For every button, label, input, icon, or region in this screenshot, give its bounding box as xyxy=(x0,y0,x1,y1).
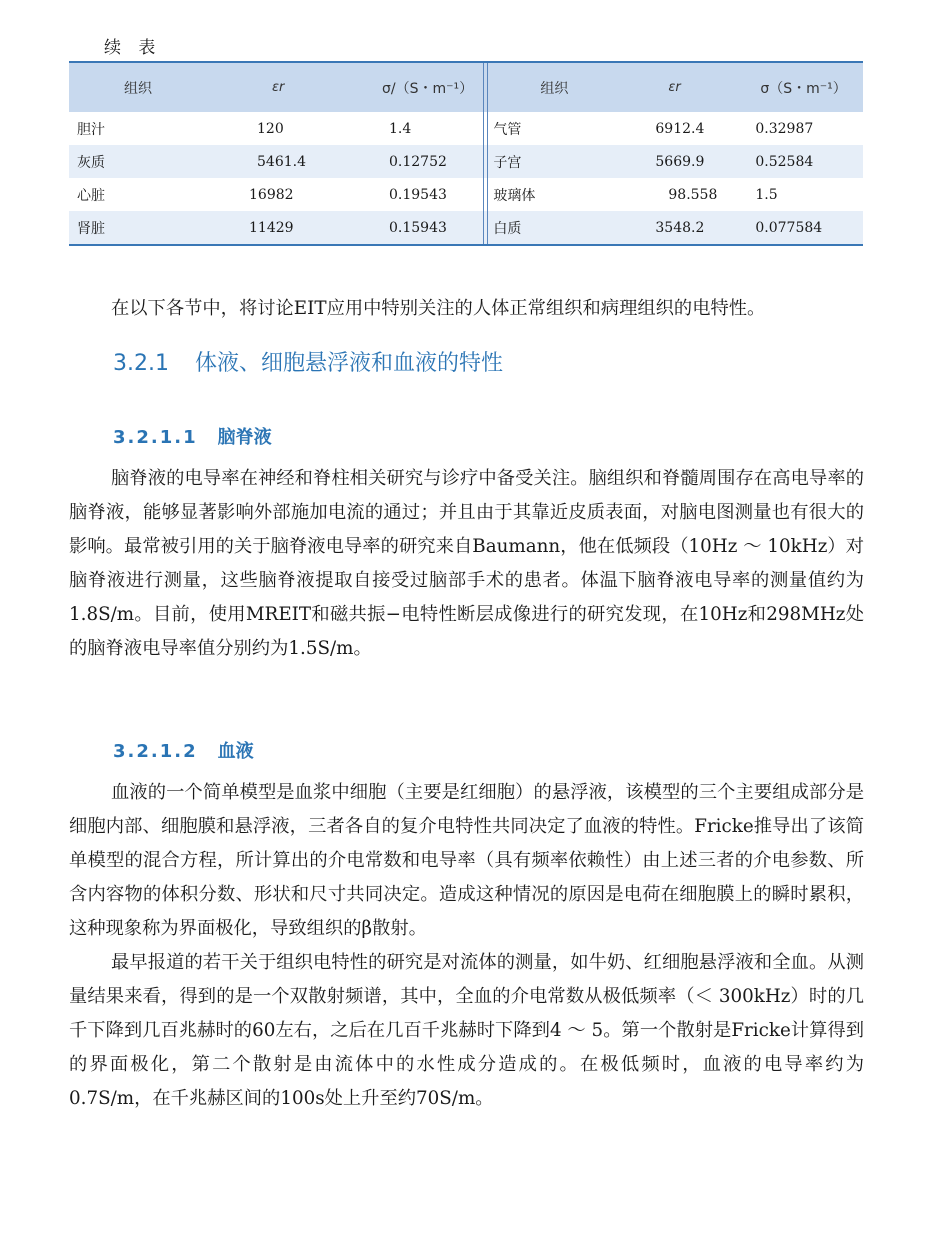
cell-tissue: 玻璃体 xyxy=(493,187,536,204)
header-conductivity-left: σ/（S・m⁻¹） xyxy=(382,80,474,97)
cell-tissue: 心脏 xyxy=(77,187,105,204)
continued-table-label: 续 表 xyxy=(104,38,162,58)
cell-permittivity: 120 xyxy=(257,120,284,137)
header-tissue-right: 组织 xyxy=(540,80,569,97)
cell-permittivity: 11429 xyxy=(249,219,294,236)
subsection-number: 3.2.1.2 xyxy=(113,741,198,762)
header-permittivity-right xyxy=(668,80,760,95)
cell-conductivity: 0.32987 xyxy=(755,120,814,137)
cell-conductivity: 0.15943 xyxy=(389,219,447,236)
header-permittivity-right-text: εr xyxy=(668,80,681,95)
subsection-heading-blood xyxy=(113,737,254,763)
subsection-heading-csf xyxy=(113,423,272,449)
intro-paragraph: 在以下各节中，将讨论EIT应用中特别关注的人体正常组织和病理组织的电特性。 xyxy=(111,298,766,319)
csf-paragraph: 脑脊液的电导率在神经和脊柱相关研究与诊疗中备受关注。脑组织和脊髓周围存在高电导率的脑脊液，能够显著影响外部施加电流的通过；并且由于其靠近皮质表面，对脑电图测量也有很大的影响。最常被引用的关于脑脊液电导率的研究来自Baumann，他在低频段（10Hz ～ 10kHz）对脑脊液进行测量，这些脑脊液提取自接受过脑部手术的患者。体温下脑脊液电导率的测量值约为1.8S/m。目前，使用MREIT和磁共振−电特性断层成像进行的研究发现，在10Hz和298MHz处的脑脊液电导率值分别约为1.5S/m。 xyxy=(69,468,864,659)
cell-tissue: 灰质 xyxy=(77,154,105,171)
csf-text xyxy=(69,462,864,666)
subsection-title: 血液 xyxy=(217,741,254,762)
cell-permittivity: 5461.4 xyxy=(257,153,306,170)
header-conductivity-right: σ（S・m⁻¹） xyxy=(760,80,847,97)
table-row xyxy=(69,112,863,145)
cell-tissue: 子宫 xyxy=(493,154,522,171)
blood-paragraph-2: 最早报道的若干关于组织电特性的研究是对流体的测量，如牛奶、红细胞悬浮液和全血。从测量结果来看，得到的是一个双散射频谱，其中，全血的介电常数从极低频率（＜ 300kHz）时的几千下降到几百兆赫时的60左右，之后在几百千兆赫时下降到4 ～ 5。第一个散射是Fricke计算得到的界面极化，第二个散射是由流体中的水性成分造成的。在极低频时，血液的电导率约为0.7S/m，在千兆赫区间的100s处上升至约70S/m。 xyxy=(69,952,864,1109)
blood-text xyxy=(69,776,864,1116)
cell-tissue: 气管 xyxy=(493,121,522,138)
table-row xyxy=(69,178,863,211)
tissue-properties-table xyxy=(69,61,863,246)
section-number: 3.2.1 xyxy=(113,351,169,376)
cell-conductivity: 1.5 xyxy=(755,186,778,203)
cell-conductivity: 0.077584 xyxy=(755,219,823,236)
table-header-row xyxy=(69,63,863,112)
cell-permittivity: 6912.4 xyxy=(655,120,705,137)
cell-permittivity: 5669.9 xyxy=(655,153,705,170)
cell-permittivity: 16982 xyxy=(249,186,294,203)
subsection-title: 脑脊液 xyxy=(217,427,272,448)
table-row xyxy=(69,145,863,178)
cell-tissue: 胆汁 xyxy=(77,121,105,138)
cell-conductivity: 0.12752 xyxy=(389,153,447,170)
cell-conductivity: 1.4 xyxy=(389,120,412,137)
section-heading xyxy=(113,346,503,377)
cell-permittivity: 98.558 xyxy=(668,186,718,203)
section-title: 体液、细胞悬浮液和血液的特性 xyxy=(194,351,503,376)
table-row xyxy=(69,211,863,244)
header-permittivity-left xyxy=(272,80,382,95)
cell-conductivity: 0.19543 xyxy=(389,186,447,203)
cell-permittivity: 3548.2 xyxy=(655,219,705,236)
cell-tissue: 肾脏 xyxy=(77,220,105,237)
intro-text xyxy=(69,292,864,326)
blood-paragraph-1: 血液的一个简单模型是血浆中细胞（主要是红细胞）的悬浮液，该模型的三个主要组成部分是细胞内部、细胞膜和悬浮液，三者各自的复介电特性共同决定了血液的特性。Fricke推导出了该简单模型的混合方程，所计算出的介电常数和电导率（具有频率依赖性）由上述三者的介电参数、所含内容物的体积分数、形状和尺寸共同决定。造成这种情况的原因是电荷在细胞膜上的瞬时累积，这种现象称为界面极化，导致组织的β散射。 xyxy=(69,782,864,939)
header-permittivity-left-text: εr xyxy=(272,80,285,95)
cell-tissue: 白质 xyxy=(493,220,522,237)
header-tissue-left: 组织 xyxy=(124,80,152,97)
cell-conductivity: 0.52584 xyxy=(755,153,814,170)
subsection-number: 3.2.1.1 xyxy=(113,427,198,448)
